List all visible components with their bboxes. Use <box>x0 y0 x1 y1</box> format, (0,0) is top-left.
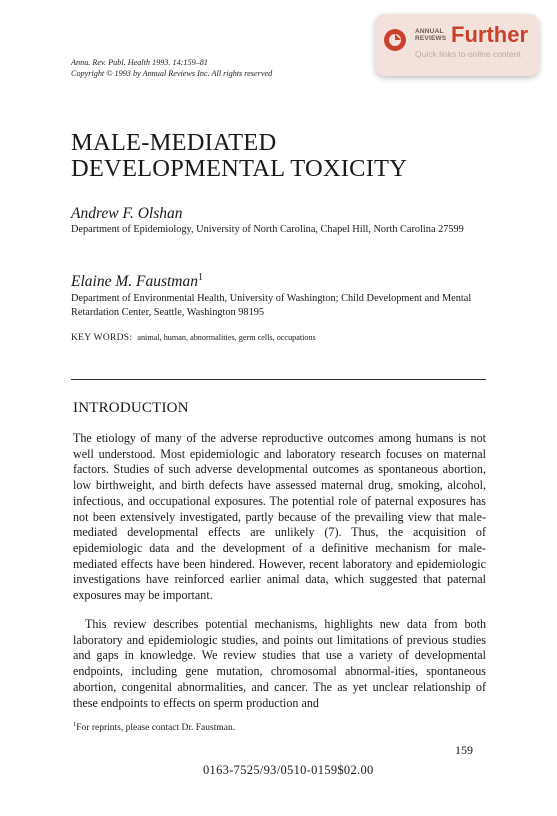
body-paragraph: This review describes potential mechanisms, highlights new data from both laboratory and epidemiologic studies, and points out limitations of previous studies and gaps in knowledge. We review studies that use a variety of developmental endpoints, including gene mutation, chromosomal abnormal-ities, spontaneous abortion, congenital abnormalities, and cancer. The as yet unclear relationship of these endpoints to effects on sperm production and <box>73 617 486 710</box>
article-code: 0163-7525/93/0510-0159$02.00 <box>203 763 374 777</box>
journal-citation <box>71 57 272 79</box>
body-paragraph: The etiology of many of the adverse reproductive outcomes among humans is not well understood. Most epidemiologic and laboratory research focuses on maternal factors. Studies of such adverse developmental outcomes as spontaneous abortion, low birthweight, and birth defects have assessed maternal drug, smoking, alcohol, infectious, and occupational exposures. The potential role of paternal exposures has not been extensively investigated, partly because of the prevailing view that male-mediated developmental effects are unlikely (7). Thus, the acquisition of epidemiologic data and the development of a definitive mechanism for male-mediated effects have been hindered. However, recent laboratory and epidemiologic investigations have reinforced earlier animal data, which suggested that paternal exposures may be important. <box>73 431 486 603</box>
footnote-mark: 1 <box>73 721 77 728</box>
author-name: Andrew F. Olshan <box>71 205 183 222</box>
author-affiliation: Department of Epidemiology, University of North Carolina, Chapel Hill, North Carolina 27599 <box>71 224 464 235</box>
journal-line: Annu. Rev. Publ. Health 1993. 14:159–81 <box>71 58 208 67</box>
keywords-label: KEY WORDS: <box>71 333 133 343</box>
keywords <box>71 333 316 343</box>
badge-further-text: Further <box>451 22 528 47</box>
footnote <box>73 721 235 733</box>
keywords-values: animal, human, abnormalities, germ cells, occupations <box>137 333 316 342</box>
author-name: Elaine M. Faustman$^1$ <box>71 272 203 291</box>
section-divider <box>71 379 486 380</box>
badge-annual-reviews-text: ANNUAL REVIEWS <box>415 28 447 42</box>
title-line-1: MALE-MEDIATED <box>71 129 277 156</box>
author-affiliation: Department of Environmental Health, University of Washington; Child Development and Mental Retardation Center, Seattle, Washington 98195 <box>71 293 472 318</box>
author-footnote-mark: 1 <box>198 272 203 283</box>
page-number: 159 <box>455 743 473 757</box>
badge-subtitle: Quick links to online content <box>415 49 521 59</box>
annual-reviews-logo-icon <box>383 28 407 52</box>
copyright-line: Copyright © 1993 by Annual Reviews Inc. All rights reserved <box>71 69 273 78</box>
footnote-text: For reprints, please contact Dr. Faustman. <box>76 723 236 734</box>
section-heading: INTRODUCTION <box>73 400 189 416</box>
title-line-2: DEVELOPMENTAL TOXICITY <box>71 155 408 182</box>
further-badge[interactable] <box>375 14 539 76</box>
article-title <box>71 130 407 182</box>
